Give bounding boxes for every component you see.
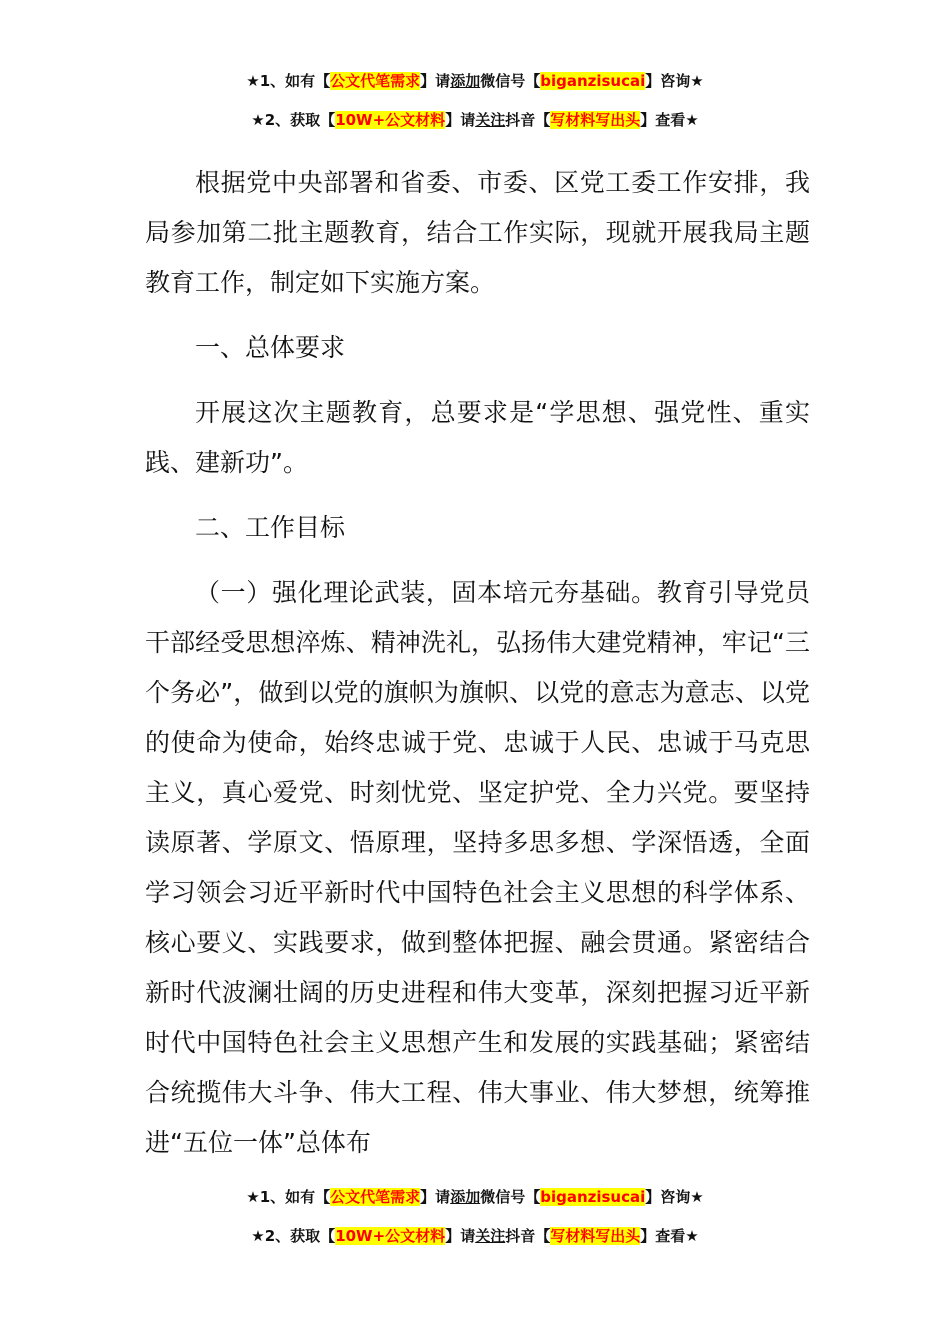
banner-line-1 (0, 70, 950, 92)
banner-need-highlight: 公文代笔需求 (330, 72, 421, 90)
top-banner (0, 70, 950, 131)
goal-paragraph: （一）强化理论武装，固本培元夯基础。教育引导党员干部经受思想淬炼、精神洗礼，弘扬伟大建党精神，牢记“三个务必”，做到以党的旗帜为旗帜、以党的意志为意志、以党的使命为使命，始终忠诚于党、忠诚于人民、忠诚于马克思主义，真心爱党、时刻忧党、坚定护党、全力兴党。要坚持读原著、学原文、悟原理，坚持多思多想、学深悟透，全面学习领会习近平新时代中国特色社会主义思想的科学体系、核心要义、实践要求，做到整体把握、融会贯通。紧密结合新时代波澜壮阔的历史进程和伟大变革，深刻把握习近平新时代中国特色社会主义思想产生和发展的实践基础；紧密结合统揽伟大斗争、伟大工程、伟大事业、伟大梦想，统筹推进“五位一体”总体布 (145, 578, 810, 1157)
banner-follow-underline: 关注 (475, 1227, 506, 1245)
banner-line1-mid2: 微信号【 (480, 1188, 541, 1206)
banner-wechat-highlight: biganzisucai (540, 1188, 646, 1206)
banner-line1-mid1: 】请 (420, 72, 451, 90)
banner-line-1 (0, 1186, 950, 1208)
banner-material-highlight: 10W+公文材料 (335, 1227, 446, 1245)
section-heading-2: 二、工作目标 (195, 513, 346, 542)
banner-line-2 (0, 1225, 950, 1247)
banner-douyin-highlight: 写材料写出头 (550, 1227, 641, 1245)
banner-line2-prefix: ★2、获取【 (251, 1227, 336, 1245)
intro-paragraph: 根据党中央部署和省委、市委、区党工委工作安排，我局参加第二批主题教育，结合工作实际，现就开展我局主题教育工作，制定如下实施方案。 (145, 168, 810, 297)
section-heading-1: 一、总体要求 (195, 333, 346, 362)
banner-line-2 (0, 109, 950, 131)
banner-material-highlight: 10W+公文材料 (335, 111, 446, 129)
banner-line1-mid1: 】请 (420, 1188, 451, 1206)
banner-line1-prefix: ★1、如有【 (246, 1188, 331, 1206)
banner-line2-mid2: 抖音【 (505, 111, 551, 129)
document-body (145, 158, 810, 1168)
banner-line2-mid2: 抖音【 (505, 1227, 551, 1245)
banner-line1-suffix: 】咨询★ (645, 1188, 704, 1206)
banner-douyin-highlight: 写材料写出头 (550, 111, 641, 129)
banner-line2-suffix: 】查看★ (640, 111, 699, 129)
requirement-paragraph: 开展这次主题教育，总要求是“学思想、强党性、重实践、建新功”。 (145, 398, 810, 477)
bottom-banner (0, 1186, 950, 1247)
banner-line2-mid1: 】请 (445, 1227, 476, 1245)
banner-add-underline: 添加 (450, 1188, 481, 1206)
banner-line1-suffix: 】咨询★ (645, 72, 704, 90)
banner-wechat-highlight: biganzisucai (540, 72, 646, 90)
banner-line2-mid1: 】请 (445, 111, 476, 129)
banner-follow-underline: 关注 (475, 111, 506, 129)
banner-line2-suffix: 】查看★ (640, 1227, 699, 1245)
banner-line1-mid2: 微信号【 (480, 72, 541, 90)
banner-need-highlight: 公文代笔需求 (330, 1188, 421, 1206)
banner-add-underline: 添加 (450, 72, 481, 90)
banner-line1-prefix: ★1、如有【 (246, 72, 331, 90)
banner-line2-prefix: ★2、获取【 (251, 111, 336, 129)
